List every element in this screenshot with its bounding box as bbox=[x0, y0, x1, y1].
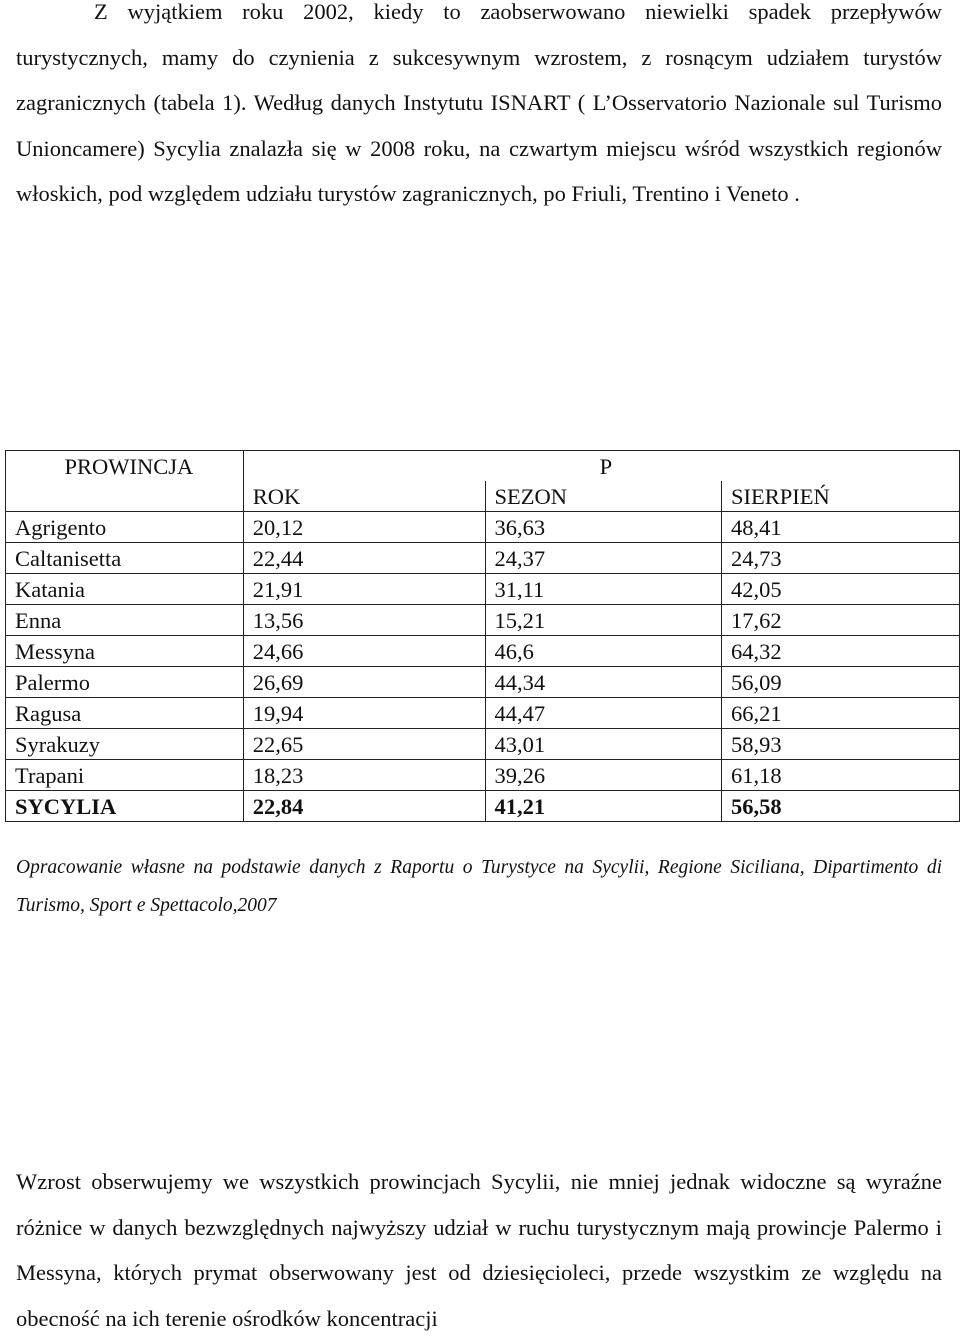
cell-sezon: 39,26 bbox=[485, 760, 721, 791]
cell-sierpien: 48,41 bbox=[721, 512, 959, 543]
cell-sierpien: 17,62 bbox=[721, 605, 959, 636]
cell-sierpien: 61,18 bbox=[721, 760, 959, 791]
cell-sezon: 44,34 bbox=[485, 667, 721, 698]
cell-rok: 26,69 bbox=[243, 667, 485, 698]
cell-sierpien: 56,58 bbox=[721, 791, 959, 822]
cell-province: Agrigento bbox=[6, 512, 244, 543]
cell-province: Ragusa bbox=[6, 698, 244, 729]
table-row bbox=[6, 543, 960, 574]
cell-province: Trapani bbox=[6, 760, 244, 791]
table-row bbox=[6, 729, 960, 760]
cell-rok: 22,44 bbox=[243, 543, 485, 574]
header-province: PROWINCJA bbox=[6, 451, 244, 482]
cell-province: Enna bbox=[6, 605, 244, 636]
body-paragraph-1 bbox=[16, 0, 942, 217]
cell-province: Messyna bbox=[6, 636, 244, 667]
cell-sierpien: 24,73 bbox=[721, 543, 959, 574]
header-rok: ROK bbox=[243, 481, 485, 512]
table-row bbox=[6, 512, 960, 543]
cell-sezon: 43,01 bbox=[485, 729, 721, 760]
cell-rok: 19,94 bbox=[243, 698, 485, 729]
table-total-row bbox=[6, 791, 960, 822]
cell-sezon: 31,11 bbox=[485, 574, 721, 605]
cell-sierpien: 64,32 bbox=[721, 636, 959, 667]
cell-province: Caltanisetta bbox=[6, 543, 244, 574]
header-province-spacer bbox=[6, 481, 244, 512]
cell-province: SYCYLIA bbox=[6, 791, 244, 822]
cell-province: Syrakuzy bbox=[6, 729, 244, 760]
cell-sierpien: 58,93 bbox=[721, 729, 959, 760]
paragraph-2-text: Wzrost obserwujemy we wszystkich prowincjach Sycylii, nie mniej jednak widoczne są wyraźne różnice w danych bezwzględnych najwyższy udział w ruchu turystycznym mają prowincje Palermo i Messyna, których prymat obserwowany jest od dziesięcioleci, przede wszystkim ze względu na obecność na ich terenie ośrodków koncentracji bbox=[16, 1169, 942, 1331]
body-paragraph-2 bbox=[16, 1159, 942, 1341]
cell-rok: 24,66 bbox=[243, 636, 485, 667]
cell-sierpien: 66,21 bbox=[721, 698, 959, 729]
cell-rok: 22,84 bbox=[243, 791, 485, 822]
header-group: P bbox=[243, 451, 959, 482]
cell-province: Katania bbox=[6, 574, 244, 605]
table-header-row-2 bbox=[6, 481, 960, 512]
table-header-row-1 bbox=[6, 451, 960, 482]
table-row bbox=[6, 636, 960, 667]
cell-rok: 21,91 bbox=[243, 574, 485, 605]
table-row bbox=[6, 760, 960, 791]
cell-rok: 18,23 bbox=[243, 760, 485, 791]
cell-sezon: 41,21 bbox=[485, 791, 721, 822]
cell-rok: 13,56 bbox=[243, 605, 485, 636]
cell-sezon: 36,63 bbox=[485, 512, 721, 543]
cell-province: Palermo bbox=[6, 667, 244, 698]
cell-sierpien: 42,05 bbox=[721, 574, 959, 605]
table-row bbox=[6, 574, 960, 605]
cell-sezon: 24,37 bbox=[485, 543, 721, 574]
table-row bbox=[6, 605, 960, 636]
cell-sezon: 44,47 bbox=[485, 698, 721, 729]
table-row bbox=[6, 667, 960, 698]
tourism-table bbox=[5, 450, 960, 822]
table-row bbox=[6, 698, 960, 729]
paragraph-1-text: Z wyjątkiem roku 2002, kiedy to zaobserwowano niewielki spadek przepływów turystycznych, mamy do czynienia z sukcesywnym wzrostem, z rosnącym udziałem turystów zagranicznych (tabela 1). Według danych Instytutu ISNART ( L’Osservatorio Nazionale sul Turismo Unioncamere) Sycylia znalazła się w 2008 roku, na czwartym miejscu wśród wszystkich regionów włoskich, pod względem udziału turystów zagranicznych, po Friuli, Trentino i Veneto . bbox=[16, 0, 942, 206]
source-note: Opracowanie własne na podstawie danych z Raportu o Turystyce na Sycylii, Regione Siciliana, Dipartimento di Turismo, Sport e Spettacolo,2007 bbox=[16, 857, 942, 916]
cell-rok: 22,65 bbox=[243, 729, 485, 760]
header-sezon: SEZON bbox=[485, 481, 721, 512]
cell-sezon: 46,6 bbox=[485, 636, 721, 667]
header-sierpien: SIERPIEŃ bbox=[721, 481, 959, 512]
cell-rok: 20,12 bbox=[243, 512, 485, 543]
cell-sezon: 15,21 bbox=[485, 605, 721, 636]
cell-sierpien: 56,09 bbox=[721, 667, 959, 698]
